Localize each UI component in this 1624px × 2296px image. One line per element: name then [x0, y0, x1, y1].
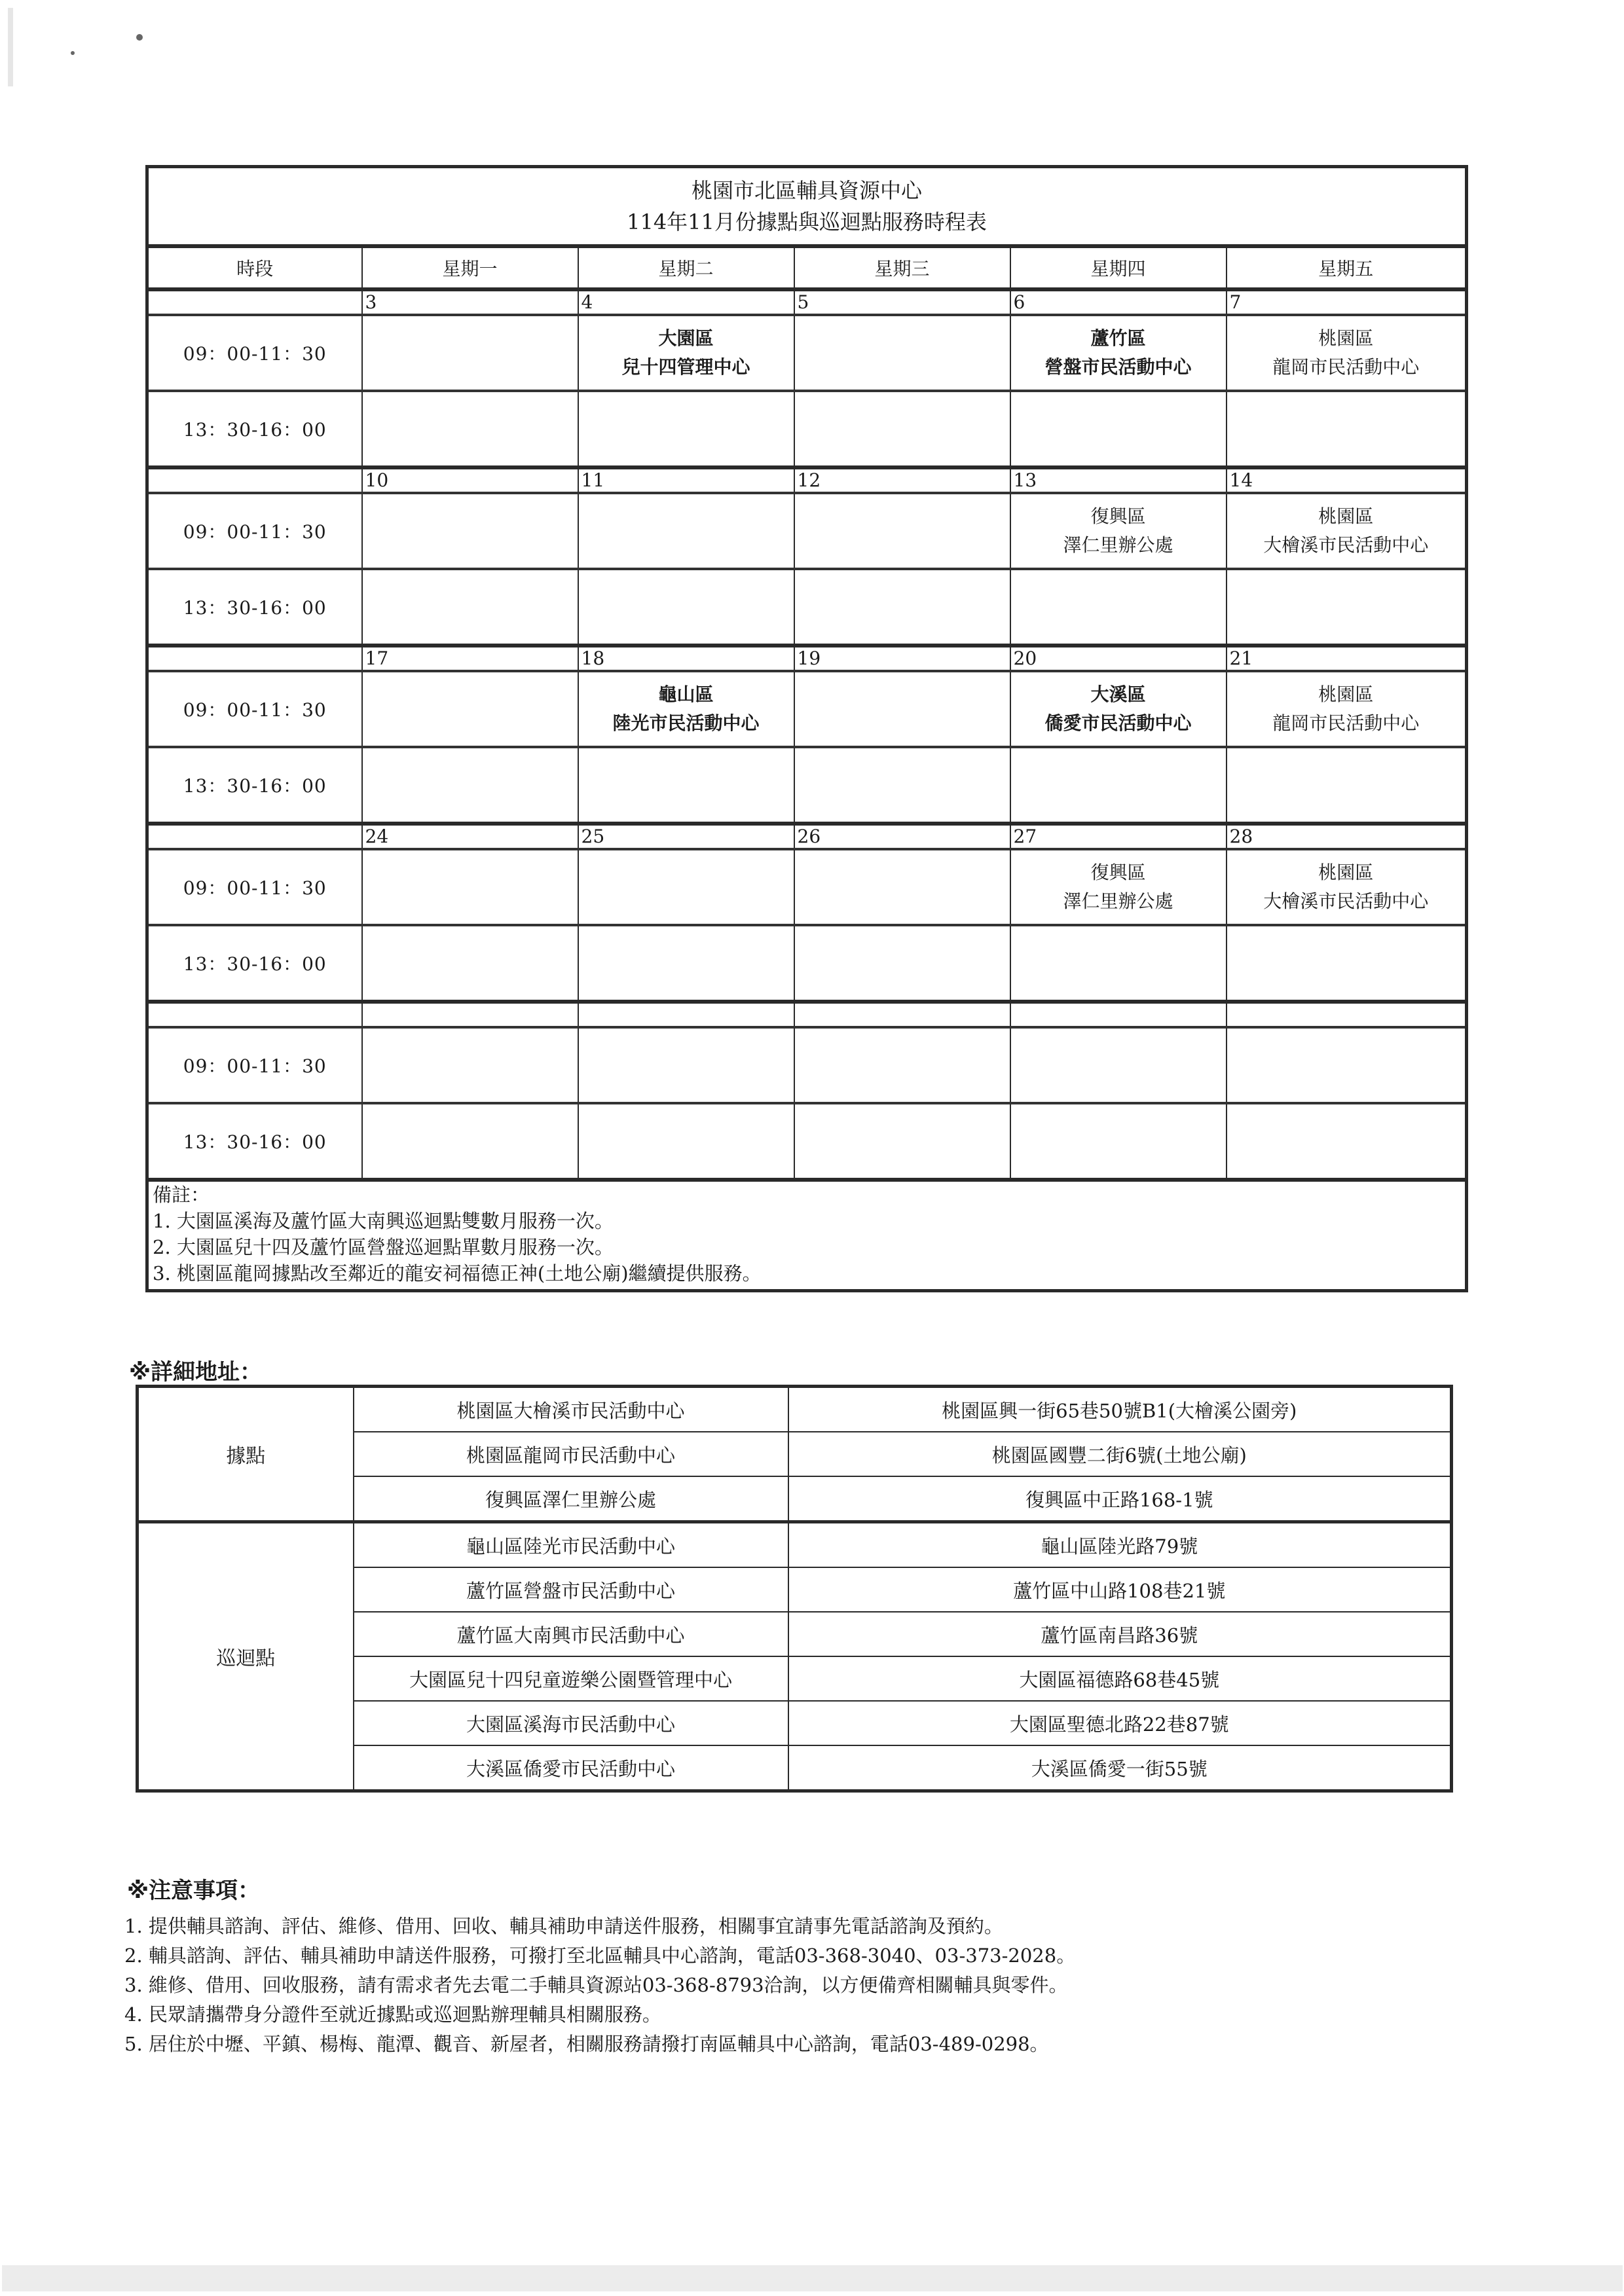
- location-district: 桃園區: [1318, 505, 1374, 527]
- date-number: 7: [1229, 291, 1242, 313]
- column-header-time-slot: 時段: [147, 246, 362, 289]
- location-venue: 營盤市民活動中心: [1044, 356, 1192, 378]
- address-category: 據點: [138, 1387, 354, 1522]
- schedule-cell-wednesday: [794, 1027, 1010, 1103]
- date-number: 5: [797, 291, 809, 313]
- address-section-title: ※詳細地址：: [129, 1359, 263, 1385]
- schedule-cell-friday: [1227, 315, 1467, 391]
- date-row-blank-cell: [147, 289, 362, 315]
- remarks-cell: [147, 1180, 1467, 1291]
- notice-item: 3. 維修、借用、回收服務，請有需求者先去電二手輔具資源站03-368-8793洽詢，以方便備齊相關輔具與零件。: [124, 1974, 1068, 1996]
- date-cell-monday: [362, 467, 578, 493]
- venue-name: 桃園區龍岡市民活動中心: [354, 1432, 788, 1476]
- location-district: 復興區: [1090, 862, 1146, 883]
- time-slot-label: 09：00-11：30: [147, 849, 362, 925]
- date-number: 17: [365, 647, 389, 669]
- date-number: 25: [581, 826, 605, 847]
- schedule-cell-wednesday: [794, 1103, 1010, 1180]
- venue-address: 大園區聖德北路22巷87號: [788, 1701, 1452, 1745]
- date-cell-wednesday: [794, 824, 1010, 849]
- venue-address: 桃園區興一街65巷50號B1(大檜溪公園旁): [788, 1387, 1452, 1432]
- date-number: 27: [1013, 826, 1037, 847]
- location-district: 復興區: [1090, 505, 1146, 527]
- date-number: 4: [581, 291, 593, 313]
- schedule-cell-friday: [1227, 1027, 1467, 1103]
- schedule-cell-friday: [1227, 925, 1467, 1002]
- date-cell-monday: [362, 646, 578, 671]
- schedule-cell-monday: [362, 849, 578, 925]
- schedule-cell-tuesday: [578, 747, 794, 824]
- address-table: [136, 1385, 1453, 1793]
- date-number: [1011, 1004, 1014, 1025]
- date-number: 21: [1229, 647, 1253, 669]
- schedule-cell-wednesday: [794, 569, 1010, 646]
- schedule-cell-wednesday: [794, 849, 1010, 925]
- schedule-cell-monday: [362, 315, 578, 391]
- date-number: 26: [797, 826, 821, 847]
- week-date-row: [147, 1002, 1467, 1027]
- schedule-cell-wednesday: [794, 671, 1010, 747]
- venue-address: 蘆竹區中山路108巷21號: [788, 1567, 1452, 1612]
- venue-name: 大園區兒十四兒童遊樂公園暨管理中心: [354, 1656, 788, 1701]
- scan-bottom-strip: [2, 2265, 1623, 2291]
- date-number: 13: [1013, 469, 1037, 491]
- afternoon-slot-row: [147, 569, 1467, 646]
- notice-item: 1. 提供輔具諮詢、評估、維修、借用、回收、輔具補助申請送件服務，相關事宜請事先電話諮詢及預約。: [124, 1915, 1003, 1937]
- schedule-cell-monday: [362, 1027, 578, 1103]
- venue-name: 龜山區陸光市民活動中心: [354, 1522, 788, 1568]
- date-cell-wednesday: [794, 289, 1010, 315]
- schedule-cell-thursday: [1010, 493, 1227, 569]
- location-district: 大溪區: [1090, 683, 1146, 705]
- location-venue: 澤仁里辦公處: [1063, 890, 1173, 912]
- venue-address: 大園區福德路68巷45號: [788, 1656, 1452, 1701]
- date-number: 3: [365, 291, 377, 313]
- schedule-cell-friday: [1227, 493, 1467, 569]
- schedule-cell-monday: [362, 493, 578, 569]
- remarks-item: 2. 大園區兒十四及蘆竹區營盤巡迴點單數月服務一次。: [153, 1236, 614, 1258]
- date-number: [1227, 1004, 1230, 1025]
- address-row: [138, 1387, 1452, 1432]
- schedule-cell-tuesday: [578, 1103, 794, 1180]
- schedule-cell-tuesday: [578, 671, 794, 747]
- date-cell-friday: [1227, 1002, 1467, 1027]
- notice-item: 4. 民眾請攜帶身分證件至就近據點或巡迴點辦理輔具相關服務。: [124, 2003, 661, 2026]
- date-cell-monday: [362, 1002, 578, 1027]
- location-venue: 大檜溪市民活動中心: [1263, 534, 1429, 556]
- afternoon-slot-row: [147, 391, 1467, 467]
- venue-name: 桃園區大檜溪市民活動中心: [354, 1387, 788, 1432]
- date-cell-tuesday: [578, 467, 794, 493]
- scan-speck: [71, 51, 75, 55]
- location-venue: 大檜溪市民活動中心: [1263, 890, 1429, 912]
- date-cell-friday: [1227, 467, 1467, 493]
- schedule-cell-monday: [362, 747, 578, 824]
- column-header-tuesday: 星期二: [578, 246, 794, 289]
- venue-name: 大溪區僑愛市民活動中心: [354, 1745, 788, 1791]
- address-row: [138, 1522, 1452, 1568]
- date-number: 18: [581, 647, 605, 669]
- date-cell-wednesday: [794, 467, 1010, 493]
- date-row-blank-cell: [147, 1002, 362, 1027]
- location-venue: 龍岡市民活動中心: [1272, 356, 1420, 378]
- date-cell-tuesday: [578, 824, 794, 849]
- date-number: 19: [797, 647, 821, 669]
- date-number: [363, 1004, 365, 1025]
- date-number: 24: [365, 826, 389, 847]
- venue-address: 復興區中正路168-1號: [788, 1476, 1452, 1522]
- schedule-cell-monday: [362, 925, 578, 1002]
- date-cell-friday: [1227, 646, 1467, 671]
- location-venue: 僑愛市民活動中心: [1044, 712, 1192, 734]
- schedule-cell-tuesday: [578, 925, 794, 1002]
- date-number: 12: [797, 469, 821, 491]
- remarks-item: 3. 桃園區龍岡據點改至鄰近的龍安祠福德正神(土地公廟)繼續提供服務。: [153, 1262, 762, 1285]
- date-number: 28: [1229, 826, 1253, 847]
- org-title: 桃園市北區輔具資源中心: [691, 178, 922, 203]
- column-header-wednesday: 星期三: [794, 246, 1010, 289]
- location-venue: 龍岡市民活動中心: [1272, 712, 1420, 734]
- location-venue: 澤仁里辦公處: [1063, 534, 1173, 556]
- schedule-cell-wednesday: [794, 315, 1010, 391]
- time-slot-label: 13：30-16：00: [147, 391, 362, 467]
- morning-slot-row: [147, 671, 1467, 747]
- morning-slot-row: [147, 493, 1467, 569]
- venue-address: 大溪區僑愛一街55號: [788, 1745, 1452, 1791]
- schedule-cell-monday: [362, 569, 578, 646]
- schedule-cell-monday: [362, 391, 578, 467]
- date-number: [579, 1004, 581, 1025]
- column-header-friday: 星期五: [1227, 246, 1467, 289]
- date-row-blank-cell: [147, 467, 362, 493]
- notice-section-title: ※注意事項：: [127, 1878, 261, 1904]
- time-slot-label: 13：30-16：00: [147, 925, 362, 1002]
- location-district: 龜山區: [658, 683, 714, 705]
- remarks-label: 備註：: [153, 1184, 210, 1206]
- time-slot-label: 13：30-16：00: [147, 747, 362, 824]
- date-row-blank-cell: [147, 646, 362, 671]
- schedule-cell-tuesday: [578, 493, 794, 569]
- time-slot-label: 09：00-11：30: [147, 493, 362, 569]
- notice-list: [124, 1912, 1369, 2059]
- schedule-cell-thursday: [1010, 315, 1227, 391]
- date-cell-tuesday: [578, 646, 794, 671]
- date-cell-friday: [1227, 289, 1467, 315]
- date-cell-monday: [362, 824, 578, 849]
- time-slot-label: 09：00-11：30: [147, 1027, 362, 1103]
- week-date-row: [147, 289, 1467, 315]
- date-cell-tuesday: [578, 1002, 794, 1027]
- morning-slot-row: [147, 849, 1467, 925]
- date-number: 10: [365, 469, 389, 491]
- schedule-cell-tuesday: [578, 391, 794, 467]
- schedule-cell-friday: [1227, 569, 1467, 646]
- afternoon-slot-row: [147, 1103, 1467, 1180]
- venue-address: 蘆竹區南昌路36號: [788, 1612, 1452, 1656]
- schedule-cell-wednesday: [794, 391, 1010, 467]
- column-header-row: [147, 246, 1467, 289]
- location-district: 蘆竹區: [1090, 327, 1146, 349]
- column-header-monday: 星期一: [362, 246, 578, 289]
- remarks-item: 1. 大園區溪海及蘆竹區大南興巡迴點雙數月服務一次。: [153, 1210, 614, 1232]
- schedule-cell-wednesday: [794, 925, 1010, 1002]
- venue-name: 蘆竹區營盤市民活動中心: [354, 1567, 788, 1612]
- afternoon-slot-row: [147, 747, 1467, 824]
- schedule-cell-thursday: [1010, 671, 1227, 747]
- schedule-cell-thursday: [1010, 747, 1227, 824]
- scan-speck: [136, 34, 143, 41]
- schedule-cell-friday: [1227, 391, 1467, 467]
- schedule-cell-wednesday: [794, 493, 1010, 569]
- date-number: 14: [1229, 469, 1253, 491]
- date-number: 6: [1013, 291, 1025, 313]
- remarks-row: [147, 1180, 1467, 1291]
- schedule-cell-thursday: [1010, 925, 1227, 1002]
- date-cell-tuesday: [578, 289, 794, 315]
- schedule-cell-friday: [1227, 747, 1467, 824]
- date-cell-friday: [1227, 824, 1467, 849]
- time-slot-label: 09：00-11：30: [147, 315, 362, 391]
- schedule-cell-monday: [362, 1103, 578, 1180]
- address-category: 巡迴點: [138, 1522, 354, 1791]
- date-cell-thursday: [1010, 1002, 1227, 1027]
- morning-slot-row: [147, 1027, 1467, 1103]
- date-cell-wednesday: [794, 646, 1010, 671]
- date-row-blank-cell: [147, 824, 362, 849]
- week-date-row: [147, 824, 1467, 849]
- schedule-table: [145, 165, 1468, 1292]
- schedule-title: 114年11月份據點與巡迴點服務時程表: [627, 210, 987, 234]
- date-cell-thursday: [1010, 467, 1227, 493]
- schedule-title-cell: [147, 167, 1467, 247]
- schedule-cell-tuesday: [578, 315, 794, 391]
- schedule-cell-thursday: [1010, 1103, 1227, 1180]
- location-district: 桃園區: [1318, 862, 1374, 883]
- date-cell-wednesday: [794, 1002, 1010, 1027]
- schedule-cell-thursday: [1010, 849, 1227, 925]
- venue-address: 龜山區陸光路79號: [788, 1522, 1452, 1568]
- column-header-thursday: 星期四: [1010, 246, 1227, 289]
- date-number: 20: [1013, 647, 1037, 669]
- afternoon-slot-row: [147, 925, 1467, 1002]
- venue-name: 復興區澤仁里辦公處: [354, 1476, 788, 1522]
- morning-slot-row: [147, 315, 1467, 391]
- date-number: 11: [581, 469, 605, 491]
- notice-item: 2. 輔具諮詢、評估、輔具補助申請送件服務，可撥打至北區輔具中心諮詢，電話03-368-3040、03-373-2028。: [124, 1944, 1076, 1967]
- time-slot-label: 13：30-16：00: [147, 569, 362, 646]
- venue-address: 桃園區國豐二街6號(土地公廟): [788, 1432, 1452, 1476]
- date-cell-thursday: [1010, 289, 1227, 315]
- scan-edge-mark: [8, 8, 13, 86]
- venue-name: 蘆竹區大南興市民活動中心: [354, 1612, 788, 1656]
- schedule-cell-monday: [362, 671, 578, 747]
- schedule-cell-thursday: [1010, 1027, 1227, 1103]
- schedule-cell-thursday: [1010, 569, 1227, 646]
- date-number: [795, 1004, 798, 1025]
- schedule-cell-friday: [1227, 849, 1467, 925]
- schedule-cell-friday: [1227, 1103, 1467, 1180]
- venue-name: 大園區溪海市民活動中心: [354, 1701, 788, 1745]
- location-venue: 兒十四管理中心: [621, 356, 750, 378]
- schedule-cell-friday: [1227, 671, 1467, 747]
- location-district: 桃園區: [1318, 327, 1374, 349]
- notice-item: 5. 居住於中壢、平鎮、楊梅、龍潭、觀音、新屋者，相關服務請撥打南區輔具中心諮詢，電話03-489-0298。: [124, 2033, 1049, 2055]
- schedule-cell-thursday: [1010, 391, 1227, 467]
- schedule-cell-tuesday: [578, 849, 794, 925]
- schedule-cell-tuesday: [578, 1027, 794, 1103]
- week-date-row: [147, 646, 1467, 671]
- location-district: 大園區: [658, 327, 714, 349]
- schedule-cell-wednesday: [794, 747, 1010, 824]
- time-slot-label: 13：30-16：00: [147, 1103, 362, 1180]
- time-slot-label: 09：00-11：30: [147, 671, 362, 747]
- location-district: 桃園區: [1318, 683, 1374, 705]
- schedule-cell-tuesday: [578, 569, 794, 646]
- date-cell-thursday: [1010, 824, 1227, 849]
- date-cell-thursday: [1010, 646, 1227, 671]
- week-date-row: [147, 467, 1467, 493]
- date-cell-monday: [362, 289, 578, 315]
- location-venue: 陸光市民活動中心: [612, 712, 760, 734]
